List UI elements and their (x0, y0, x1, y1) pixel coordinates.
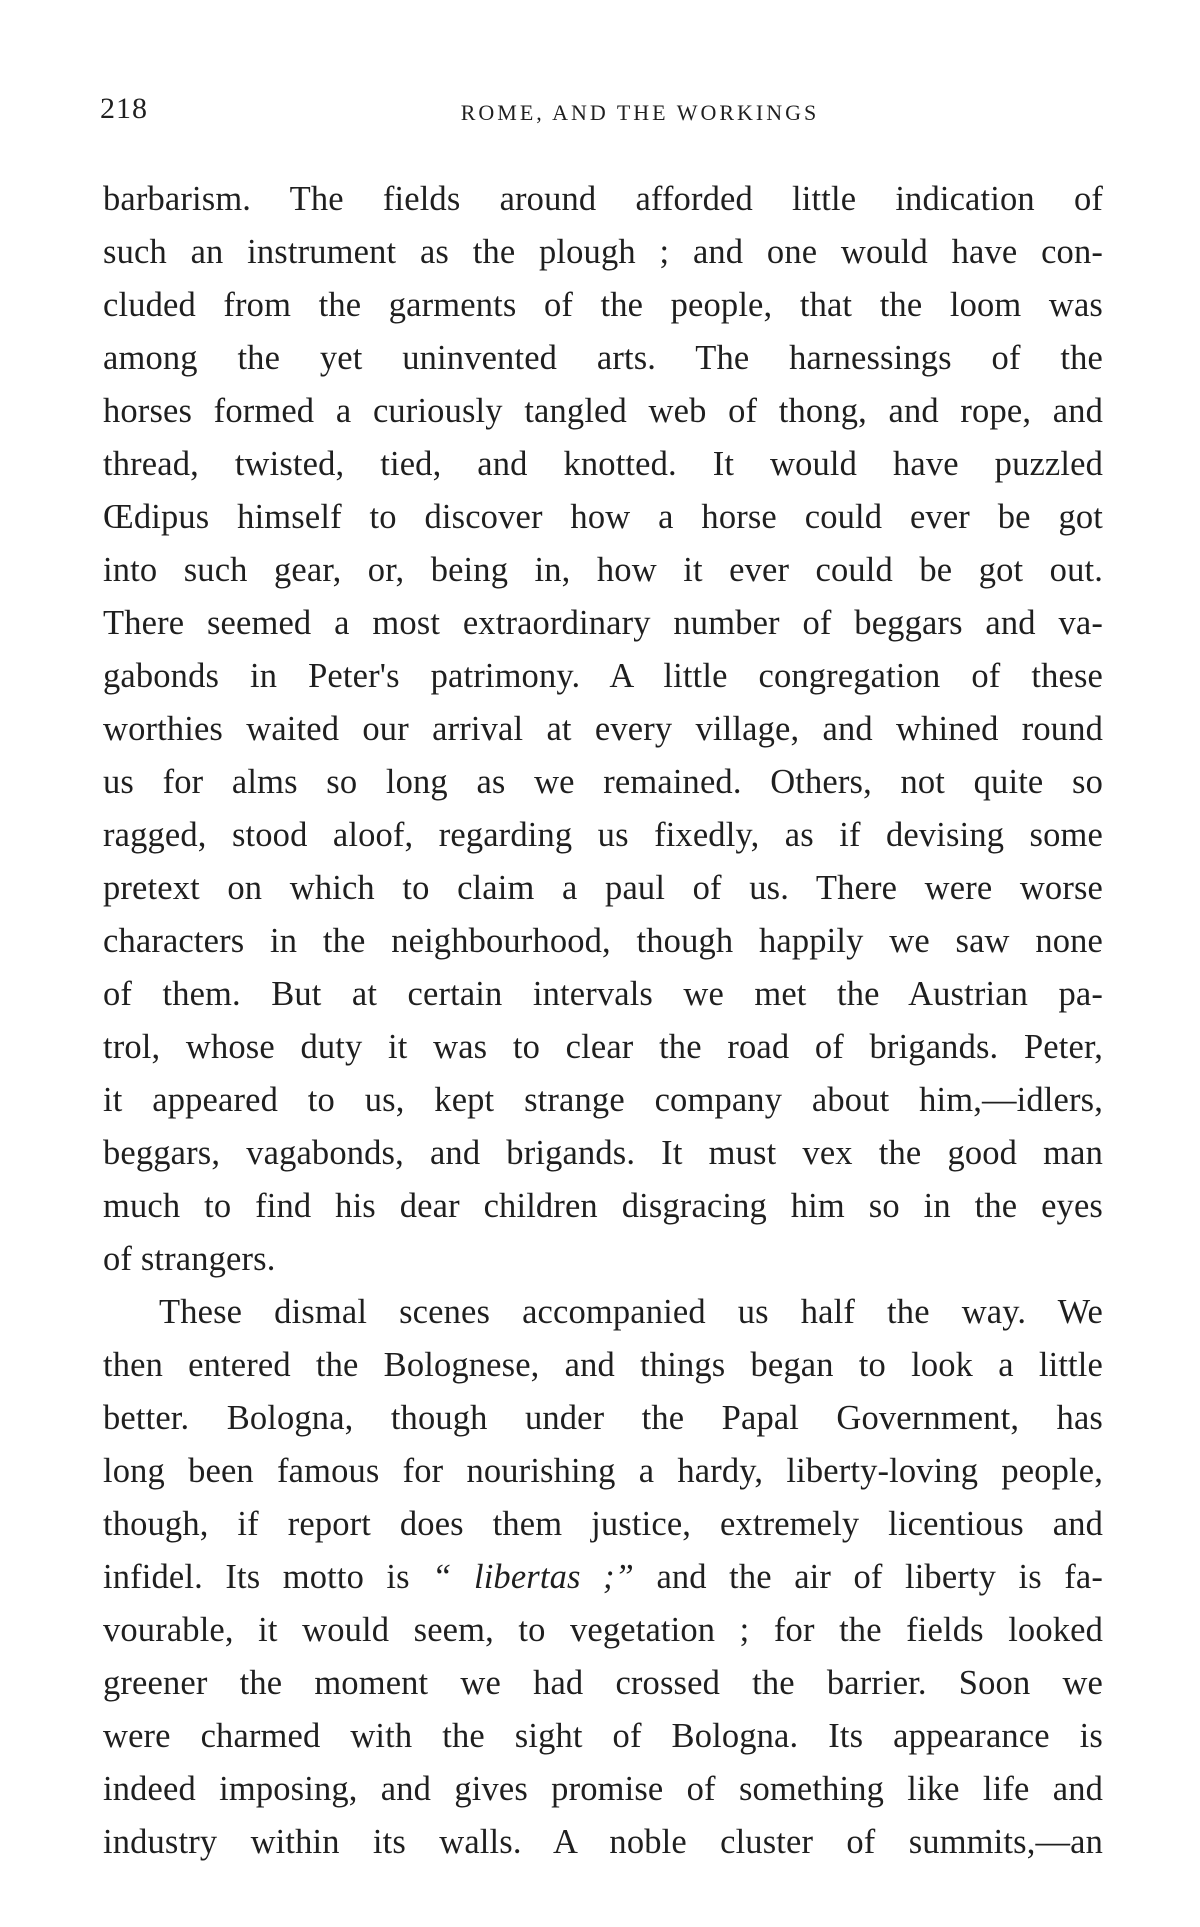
text-line: worthies waited our arrival at every village, and whined round (103, 710, 1103, 748)
paragraph-start-line: These dismal scenes accompanied us half the way. We (159, 1293, 1103, 1331)
body-text (103, 173, 1103, 1869)
text-line: such an instrument as the plough ; and one would have con- (103, 233, 1103, 271)
motto-line-after: and the air of liberty is fa- (634, 1558, 1103, 1596)
text-line: beggars, vagabonds, and brigands. It must vex the good man (103, 1134, 1103, 1172)
motto-line (103, 1551, 1103, 1604)
text-line: vourable, it would seem, to vegetation ; for the fields looked (103, 1611, 1103, 1649)
motto-line-before: infidel. Its motto is (103, 1558, 433, 1596)
text-line: greener the moment we had crossed the barrier. Soon we (103, 1664, 1103, 1702)
text-line: it appeared to us, kept strange company about him,—idlers, (103, 1081, 1103, 1119)
text-line: into such gear, or, being in, how it ever could be got out. (103, 551, 1103, 589)
text-line: then entered the Bolognese, and things began to look a little (103, 1346, 1103, 1384)
text-line: among the yet uninvented arts. The harnessings of the (103, 339, 1103, 377)
text-line: of them. But at certain intervals we met the Austrian pa- (103, 975, 1103, 1013)
text-line: better. Bologna, though under the Papal Government, has (103, 1399, 1103, 1437)
page-number: 218 (100, 92, 148, 125)
text-line: gabonds in Peter's patrimony. A little congregation of these (103, 657, 1103, 695)
text-line: indeed imposing, and gives promise of something like life and (103, 1770, 1103, 1808)
text-line: horses formed a curiously tangled web of thong, and rope, and (103, 392, 1103, 430)
text-line: pretext on which to claim a paul of us. There were worse (103, 869, 1103, 907)
text-line: industry within its walls. A noble cluster of summits,—an (103, 1823, 1103, 1861)
text-line: characters in the neighbourhood, though happily we saw none (103, 922, 1103, 960)
text-line: long been famous for nourishing a hardy, liberty-loving people, (103, 1452, 1103, 1490)
text-line: trol, whose duty it was to clear the road of brigands. Peter, (103, 1028, 1103, 1066)
text-line: cluded from the garments of the people, that the loom was (103, 286, 1103, 324)
running-title: ROME, AND THE WORKINGS (460, 100, 820, 125)
text-line: us for alms so long as we remained. Others, not quite so (103, 763, 1103, 801)
text-line: thread, twisted, tied, and knotted. It would have puzzled (103, 445, 1103, 483)
text-line: ragged, stood aloof, regarding us fixedly, as if devising some (103, 816, 1103, 854)
text-line: Œdipus himself to discover how a horse could ever be got (103, 498, 1103, 536)
text-line: though, if report does them justice, extremely licentious and (103, 1505, 1103, 1543)
paragraph-end-line: of strangers. (103, 1240, 276, 1278)
text-line: barbarism. The fields around afforded little indication of (103, 180, 1103, 218)
motto-italic: “ libertas ;” (432, 1558, 634, 1596)
text-line: There seemed a most extraordinary number of beggars and va- (103, 604, 1103, 642)
page-header (100, 92, 1100, 142)
text-line: much to find his dear children disgracing him so in the eyes (103, 1187, 1103, 1225)
text-line: were charmed with the sight of Bologna. Its appearance is (103, 1717, 1103, 1755)
